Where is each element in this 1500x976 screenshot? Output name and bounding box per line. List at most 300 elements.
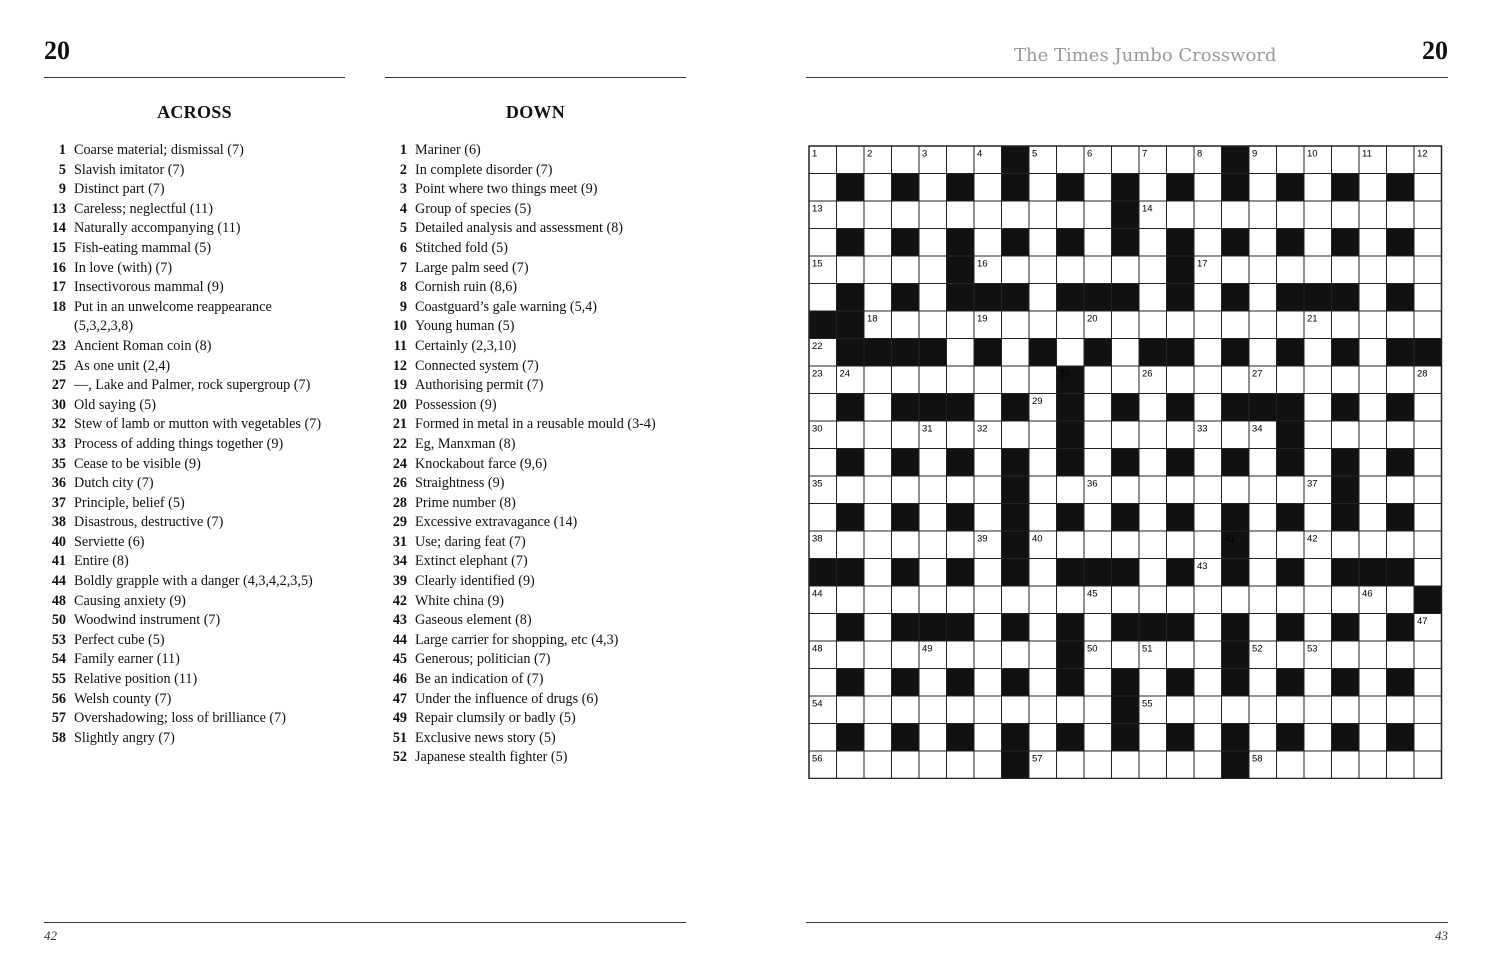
grid-cell[interactable]	[1029, 229, 1057, 257]
grid-cell[interactable]	[1359, 284, 1387, 312]
grid-cell[interactable]	[1332, 421, 1360, 449]
grid-cell[interactable]	[974, 476, 1002, 504]
grid-cell[interactable]	[1359, 751, 1387, 779]
grid-cell[interactable]	[1387, 146, 1415, 174]
grid-cell[interactable]	[1112, 586, 1140, 614]
grid-cell[interactable]	[1387, 256, 1415, 284]
grid-cell[interactable]	[1304, 504, 1332, 532]
grid-cell[interactable]	[892, 201, 920, 229]
grid-cell[interactable]	[1112, 256, 1140, 284]
grid-cell[interactable]	[1222, 311, 1250, 339]
grid-cell[interactable]	[892, 476, 920, 504]
grid-cell[interactable]	[864, 476, 892, 504]
grid-cell[interactable]	[1359, 696, 1387, 724]
grid-cell[interactable]	[1112, 421, 1140, 449]
grid-cell[interactable]	[1414, 641, 1442, 669]
grid-cell[interactable]	[1194, 366, 1222, 394]
grid-cell[interactable]	[1359, 504, 1387, 532]
grid-cell[interactable]	[919, 174, 947, 202]
grid-cell[interactable]	[1387, 311, 1415, 339]
grid-cell[interactable]	[1387, 421, 1415, 449]
grid-cell[interactable]	[837, 531, 865, 559]
grid-cell[interactable]	[1084, 229, 1112, 257]
grid-cell[interactable]	[1194, 531, 1222, 559]
grid-cell[interactable]	[974, 229, 1002, 257]
grid-cell[interactable]	[1222, 586, 1250, 614]
grid-cell[interactable]	[1249, 201, 1277, 229]
grid-cell[interactable]	[1002, 421, 1030, 449]
grid-cell[interactable]	[1249, 559, 1277, 587]
grid-cell[interactable]	[1249, 284, 1277, 312]
grid-cell[interactable]	[1222, 696, 1250, 724]
grid-cell[interactable]	[1139, 449, 1167, 477]
grid-cell[interactable]	[1029, 669, 1057, 697]
grid-cell[interactable]	[837, 751, 865, 779]
grid-cell[interactable]	[1084, 174, 1112, 202]
grid-cell[interactable]	[1194, 641, 1222, 669]
grid-cell[interactable]	[1249, 586, 1277, 614]
grid-cell[interactable]	[1002, 339, 1030, 367]
grid-cell[interactable]	[864, 724, 892, 752]
grid-cell[interactable]	[1277, 256, 1305, 284]
grid-cell[interactable]	[1414, 504, 1442, 532]
grid-cell[interactable]	[1139, 724, 1167, 752]
grid-cell[interactable]	[892, 146, 920, 174]
grid-cell[interactable]	[1359, 311, 1387, 339]
grid-cell[interactable]	[864, 284, 892, 312]
grid-cell[interactable]	[1387, 751, 1415, 779]
grid-cell[interactable]	[1304, 586, 1332, 614]
grid-cell[interactable]	[974, 751, 1002, 779]
grid-cell[interactable]	[892, 311, 920, 339]
grid-cell[interactable]	[1387, 696, 1415, 724]
grid-cell[interactable]	[1387, 476, 1415, 504]
grid-cell[interactable]	[1002, 366, 1030, 394]
grid-cell[interactable]	[809, 669, 837, 697]
grid-cell[interactable]	[1414, 229, 1442, 257]
grid-cell[interactable]	[864, 504, 892, 532]
grid-cell[interactable]	[1387, 366, 1415, 394]
grid-cell[interactable]	[1057, 586, 1085, 614]
grid-cell[interactable]	[1332, 311, 1360, 339]
grid-cell[interactable]	[1304, 201, 1332, 229]
grid-cell[interactable]	[1167, 751, 1195, 779]
grid-cell[interactable]	[947, 696, 975, 724]
grid-cell[interactable]	[1359, 201, 1387, 229]
grid-cell[interactable]	[1139, 669, 1167, 697]
grid-cell[interactable]	[1194, 476, 1222, 504]
grid-cell[interactable]	[1332, 146, 1360, 174]
grid-cell[interactable]	[1304, 394, 1332, 422]
grid-cell[interactable]	[1277, 531, 1305, 559]
grid-cell[interactable]	[1112, 146, 1140, 174]
grid-cell[interactable]	[1304, 559, 1332, 587]
grid-cell[interactable]	[1414, 476, 1442, 504]
grid-cell[interactable]	[1194, 311, 1222, 339]
grid-cell[interactable]	[1414, 696, 1442, 724]
grid-cell[interactable]	[947, 146, 975, 174]
grid-cell[interactable]	[974, 586, 1002, 614]
grid-cell[interactable]	[809, 229, 837, 257]
grid-cell[interactable]	[1277, 146, 1305, 174]
grid-cell[interactable]	[974, 449, 1002, 477]
grid-cell[interactable]	[1029, 201, 1057, 229]
grid-cell[interactable]	[864, 201, 892, 229]
grid-cell[interactable]	[809, 449, 837, 477]
grid-cell[interactable]	[919, 669, 947, 697]
grid-cell[interactable]	[1414, 669, 1442, 697]
grid-cell[interactable]	[1139, 229, 1167, 257]
grid-cell[interactable]	[1057, 256, 1085, 284]
grid-cell[interactable]	[1084, 724, 1112, 752]
grid-cell[interactable]	[809, 174, 837, 202]
grid-cell[interactable]	[864, 449, 892, 477]
grid-cell[interactable]	[1249, 504, 1277, 532]
grid-cell[interactable]	[1029, 284, 1057, 312]
grid-cell[interactable]	[1249, 696, 1277, 724]
grid-cell[interactable]	[947, 531, 975, 559]
grid-cell[interactable]	[1304, 449, 1332, 477]
grid-cell[interactable]	[1167, 311, 1195, 339]
grid-cell[interactable]	[1414, 724, 1442, 752]
grid-cell[interactable]	[1084, 201, 1112, 229]
grid-cell[interactable]	[919, 229, 947, 257]
grid-cell[interactable]	[1414, 421, 1442, 449]
grid-cell[interactable]	[1332, 641, 1360, 669]
grid-cell[interactable]	[1359, 641, 1387, 669]
grid-cell[interactable]	[1112, 476, 1140, 504]
grid-cell[interactable]	[864, 559, 892, 587]
grid-cell[interactable]	[1304, 669, 1332, 697]
grid-cell[interactable]	[1249, 476, 1277, 504]
grid-cell[interactable]	[864, 394, 892, 422]
grid-cell[interactable]	[1194, 174, 1222, 202]
grid-cell[interactable]	[947, 201, 975, 229]
grid-cell[interactable]	[864, 421, 892, 449]
grid-cell[interactable]	[1139, 311, 1167, 339]
grid-cell[interactable]	[1139, 174, 1167, 202]
grid-cell[interactable]	[1414, 174, 1442, 202]
grid-cell[interactable]	[1112, 311, 1140, 339]
grid-cell[interactable]	[892, 586, 920, 614]
grid-cell[interactable]	[1222, 421, 1250, 449]
grid-cell[interactable]	[1249, 531, 1277, 559]
grid-cell[interactable]	[919, 531, 947, 559]
grid-cell[interactable]	[974, 724, 1002, 752]
grid-cell[interactable]	[1002, 641, 1030, 669]
grid-cell[interactable]	[974, 504, 1002, 532]
grid-cell[interactable]	[1304, 339, 1332, 367]
grid-cell[interactable]	[1167, 586, 1195, 614]
grid-cell[interactable]	[919, 696, 947, 724]
grid-cell[interactable]	[1139, 476, 1167, 504]
grid-cell[interactable]	[1029, 256, 1057, 284]
grid-cell[interactable]	[1249, 256, 1277, 284]
grid-cell[interactable]	[1194, 696, 1222, 724]
grid-cell[interactable]	[1029, 421, 1057, 449]
grid-cell[interactable]	[1139, 531, 1167, 559]
grid-cell[interactable]	[1332, 531, 1360, 559]
grid-cell[interactable]	[1139, 751, 1167, 779]
grid-cell[interactable]	[1359, 449, 1387, 477]
grid-cell[interactable]	[919, 256, 947, 284]
grid-cell[interactable]	[1332, 201, 1360, 229]
grid-cell[interactable]	[1139, 504, 1167, 532]
grid-cell[interactable]	[864, 641, 892, 669]
grid-cell[interactable]	[1002, 311, 1030, 339]
grid-cell[interactable]	[1139, 586, 1167, 614]
grid-cell[interactable]	[1359, 229, 1387, 257]
grid-cell[interactable]	[1249, 229, 1277, 257]
grid-cell[interactable]	[1414, 531, 1442, 559]
grid-cell[interactable]	[1112, 751, 1140, 779]
grid-cell[interactable]	[919, 311, 947, 339]
grid-cell[interactable]	[1139, 421, 1167, 449]
grid-cell[interactable]	[837, 641, 865, 669]
grid-cell[interactable]	[974, 201, 1002, 229]
grid-cell[interactable]	[919, 724, 947, 752]
grid-cell[interactable]	[1304, 366, 1332, 394]
grid-cell[interactable]	[1167, 531, 1195, 559]
grid-cell[interactable]	[1194, 614, 1222, 642]
grid-cell[interactable]	[919, 449, 947, 477]
grid-cell[interactable]	[892, 641, 920, 669]
grid-cell[interactable]	[1249, 339, 1277, 367]
grid-cell[interactable]	[1304, 174, 1332, 202]
grid-cell[interactable]	[864, 586, 892, 614]
grid-cell[interactable]	[947, 641, 975, 669]
grid-cell[interactable]	[1084, 449, 1112, 477]
grid-cell[interactable]	[974, 394, 1002, 422]
grid-cell[interactable]	[1139, 256, 1167, 284]
grid-cell[interactable]	[1414, 284, 1442, 312]
grid-cell[interactable]	[1359, 339, 1387, 367]
grid-cell[interactable]	[1057, 696, 1085, 724]
grid-cell[interactable]	[864, 531, 892, 559]
grid-cell[interactable]	[1029, 449, 1057, 477]
grid-cell[interactable]	[892, 366, 920, 394]
grid-cell[interactable]	[1332, 586, 1360, 614]
grid-cell[interactable]	[1304, 421, 1332, 449]
grid-cell[interactable]	[1057, 476, 1085, 504]
grid-cell[interactable]	[1304, 229, 1332, 257]
grid-cell[interactable]	[864, 174, 892, 202]
grid-cell[interactable]	[1359, 366, 1387, 394]
grid-cell[interactable]	[864, 614, 892, 642]
grid-cell[interactable]	[919, 559, 947, 587]
grid-cell[interactable]	[1084, 696, 1112, 724]
grid-cell[interactable]	[1029, 614, 1057, 642]
grid-cell[interactable]	[1277, 201, 1305, 229]
grid-cell[interactable]	[837, 476, 865, 504]
grid-cell[interactable]	[1332, 751, 1360, 779]
grid-cell[interactable]	[1359, 174, 1387, 202]
grid-cell[interactable]	[1414, 201, 1442, 229]
grid-cell[interactable]	[919, 476, 947, 504]
grid-cell[interactable]	[1359, 724, 1387, 752]
grid-cell[interactable]	[864, 229, 892, 257]
grid-cell[interactable]	[947, 476, 975, 504]
grid-cell[interactable]	[1002, 201, 1030, 229]
grid-cell[interactable]	[919, 284, 947, 312]
grid-cell[interactable]	[1277, 696, 1305, 724]
grid-cell[interactable]	[892, 421, 920, 449]
grid-cell[interactable]	[892, 531, 920, 559]
grid-cell[interactable]	[1277, 751, 1305, 779]
grid-cell[interactable]	[1332, 256, 1360, 284]
grid-cell[interactable]	[1194, 724, 1222, 752]
grid-cell[interactable]	[974, 174, 1002, 202]
grid-cell[interactable]	[1167, 696, 1195, 724]
grid-cell[interactable]	[1084, 669, 1112, 697]
grid-cell[interactable]	[1194, 284, 1222, 312]
grid-cell[interactable]	[1139, 284, 1167, 312]
grid-cell[interactable]	[1002, 696, 1030, 724]
grid-cell[interactable]	[947, 421, 975, 449]
grid-cell[interactable]	[1332, 366, 1360, 394]
grid-cell[interactable]	[1414, 256, 1442, 284]
grid-cell[interactable]	[947, 311, 975, 339]
grid-cell[interactable]	[1057, 146, 1085, 174]
grid-cell[interactable]	[1167, 421, 1195, 449]
grid-cell[interactable]	[1029, 311, 1057, 339]
grid-cell[interactable]	[809, 614, 837, 642]
grid-cell[interactable]	[974, 669, 1002, 697]
grid-cell[interactable]	[1359, 256, 1387, 284]
grid-cell[interactable]	[1029, 724, 1057, 752]
grid-cell[interactable]	[1029, 476, 1057, 504]
grid-cell[interactable]	[919, 504, 947, 532]
grid-cell[interactable]	[1029, 559, 1057, 587]
grid-cell[interactable]	[919, 366, 947, 394]
grid-cell[interactable]	[1414, 449, 1442, 477]
grid-cell[interactable]	[1304, 751, 1332, 779]
grid-cell[interactable]	[1304, 614, 1332, 642]
grid-cell[interactable]	[864, 696, 892, 724]
grid-cell[interactable]	[1112, 531, 1140, 559]
grid-cell[interactable]	[1387, 641, 1415, 669]
grid-cell[interactable]	[837, 146, 865, 174]
grid-cell[interactable]	[1387, 531, 1415, 559]
grid-cell[interactable]	[1084, 256, 1112, 284]
grid-cell[interactable]	[1167, 476, 1195, 504]
grid-cell[interactable]	[892, 751, 920, 779]
grid-cell[interactable]	[1084, 751, 1112, 779]
grid-cell[interactable]	[1194, 201, 1222, 229]
grid-cell[interactable]	[1029, 174, 1057, 202]
grid-cell[interactable]	[1057, 531, 1085, 559]
grid-cell[interactable]	[1414, 394, 1442, 422]
grid-cell[interactable]	[1387, 586, 1415, 614]
grid-cell[interactable]	[919, 586, 947, 614]
grid-cell[interactable]	[1167, 366, 1195, 394]
grid-cell[interactable]	[1249, 614, 1277, 642]
grid-cell[interactable]	[1249, 724, 1277, 752]
grid-cell[interactable]	[1029, 366, 1057, 394]
grid-cell[interactable]	[809, 724, 837, 752]
grid-cell[interactable]	[892, 256, 920, 284]
grid-cell[interactable]	[1359, 531, 1387, 559]
grid-cell[interactable]	[1167, 641, 1195, 669]
grid-cell[interactable]	[1194, 229, 1222, 257]
grid-cell[interactable]	[864, 366, 892, 394]
grid-cell[interactable]	[919, 201, 947, 229]
grid-cell[interactable]	[1194, 394, 1222, 422]
grid-cell[interactable]	[947, 586, 975, 614]
grid-cell[interactable]	[1029, 504, 1057, 532]
grid-cell[interactable]	[974, 559, 1002, 587]
grid-cell[interactable]	[864, 256, 892, 284]
grid-cell[interactable]	[837, 586, 865, 614]
grid-cell[interactable]	[1084, 421, 1112, 449]
grid-cell[interactable]	[1414, 559, 1442, 587]
grid-cell[interactable]	[809, 284, 837, 312]
grid-cell[interactable]	[1414, 311, 1442, 339]
grid-cell[interactable]	[1304, 696, 1332, 724]
grid-cell[interactable]	[974, 641, 1002, 669]
grid-cell[interactable]	[1277, 311, 1305, 339]
grid-cell[interactable]	[1057, 311, 1085, 339]
grid-cell[interactable]	[1359, 476, 1387, 504]
grid-cell[interactable]	[1194, 586, 1222, 614]
grid-cell[interactable]	[1112, 339, 1140, 367]
grid-cell[interactable]	[1277, 366, 1305, 394]
grid-cell[interactable]	[837, 201, 865, 229]
grid-cell[interactable]	[1057, 339, 1085, 367]
grid-cell[interactable]	[1222, 366, 1250, 394]
grid-cell[interactable]	[837, 256, 865, 284]
grid-cell[interactable]	[1084, 614, 1112, 642]
grid-cell[interactable]	[809, 504, 837, 532]
grid-cell[interactable]	[1222, 256, 1250, 284]
grid-cell[interactable]	[1222, 201, 1250, 229]
grid-cell[interactable]	[1249, 669, 1277, 697]
grid-cell[interactable]	[1167, 201, 1195, 229]
grid-cell[interactable]	[1002, 256, 1030, 284]
grid-cell[interactable]	[1167, 146, 1195, 174]
grid-cell[interactable]	[1249, 449, 1277, 477]
grid-cell[interactable]	[1084, 504, 1112, 532]
grid-cell[interactable]	[1029, 696, 1057, 724]
grid-cell[interactable]	[1222, 476, 1250, 504]
grid-cell[interactable]	[974, 696, 1002, 724]
grid-cell[interactable]	[892, 696, 920, 724]
grid-cell[interactable]	[1002, 586, 1030, 614]
grid-cell[interactable]	[1387, 201, 1415, 229]
grid-cell[interactable]	[974, 366, 1002, 394]
grid-cell[interactable]	[1359, 614, 1387, 642]
grid-cell[interactable]	[1277, 641, 1305, 669]
grid-cell[interactable]	[1332, 696, 1360, 724]
grid-cell[interactable]	[1359, 421, 1387, 449]
grid-cell[interactable]	[837, 421, 865, 449]
grid-cell[interactable]	[1139, 394, 1167, 422]
grid-cell[interactable]	[1359, 394, 1387, 422]
grid-cell[interactable]	[947, 751, 975, 779]
grid-cell[interactable]	[1249, 311, 1277, 339]
grid-cell[interactable]	[1139, 559, 1167, 587]
grid-cell[interactable]	[1057, 201, 1085, 229]
grid-cell[interactable]	[1084, 366, 1112, 394]
grid-cell[interactable]	[864, 669, 892, 697]
grid-cell[interactable]	[809, 394, 837, 422]
grid-cell[interactable]	[1277, 586, 1305, 614]
grid-cell[interactable]	[1057, 751, 1085, 779]
grid-cell[interactable]	[1194, 751, 1222, 779]
grid-cell[interactable]	[864, 751, 892, 779]
grid-cell[interactable]	[837, 696, 865, 724]
grid-cell[interactable]	[974, 614, 1002, 642]
